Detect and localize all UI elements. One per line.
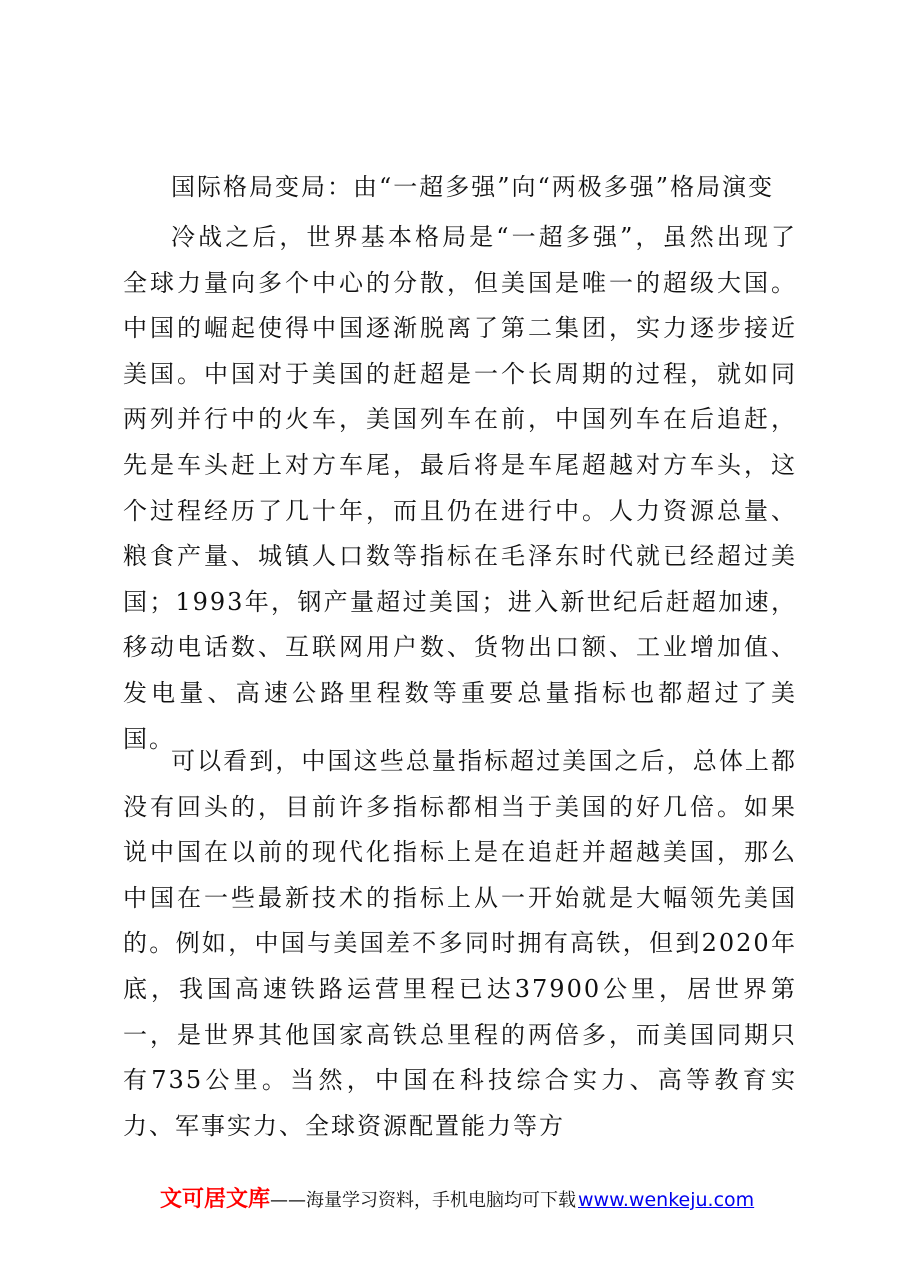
paragraph-1: 冷战之后，世界基本格局是“一超多强”，虽然出现了全球力量向多个中心的分散，但美国是唯一的超级大国。中国的崛起使得中国逐渐脱离了第二集团，实力逐步接近美国。中国对于美国的赶超是一个长周期的过程，就如同两列并行中的火车，美国列车在前，中国列车在后追赶，先是车头赶上对方车尾，最后将是车尾超越对方车头，这个过程经历了几十年，而且仍在进行中。人力资源总量、粮食产量、城镇人口数等指标在毛泽东时代就已经超过美国；1993年，钢产量超过美国；进入新世纪后赶超加速，移动电话数、互联网用户数、货物出口额、工业增加值、发电量、高速公路里程数等重要总量指标也都超过了美国。 xyxy=(123,223,797,753)
footer-separator: —— xyxy=(270,1190,307,1211)
paragraph-2: 可以看到，中国这些总量指标超过美国之后，总体上都没有回头的，目前许多指标都相当于美国的好几倍。如果说中国在以前的现代化指标上是在追赶并超越美国，那么中国在一些最新技术的指标上从一开始就是大幅领先美国的。例如，中国与美国差不多同时拥有高铁，但到2020年底，我国高速铁路运营里程已达37900公里，居世界第一，是世界其他国家高铁总里程的两倍多，而美国同期只有735公里。当然，中国在科技综合实力、高等教育实力、军事实力、全球资源配置能力等方 xyxy=(123,747,797,1140)
footer-website-link[interactable]: www.wenkeju.com xyxy=(578,1189,755,1211)
footer-brand: 文可居文库 xyxy=(160,1187,271,1212)
document-title: 国际格局变局：由“一超多强”向“两极多强”格局演变 xyxy=(171,173,775,201)
footer-banner xyxy=(160,1182,780,1212)
footer-tagline: 海量学习资料，手机电脑均可下载 xyxy=(306,1190,577,1211)
